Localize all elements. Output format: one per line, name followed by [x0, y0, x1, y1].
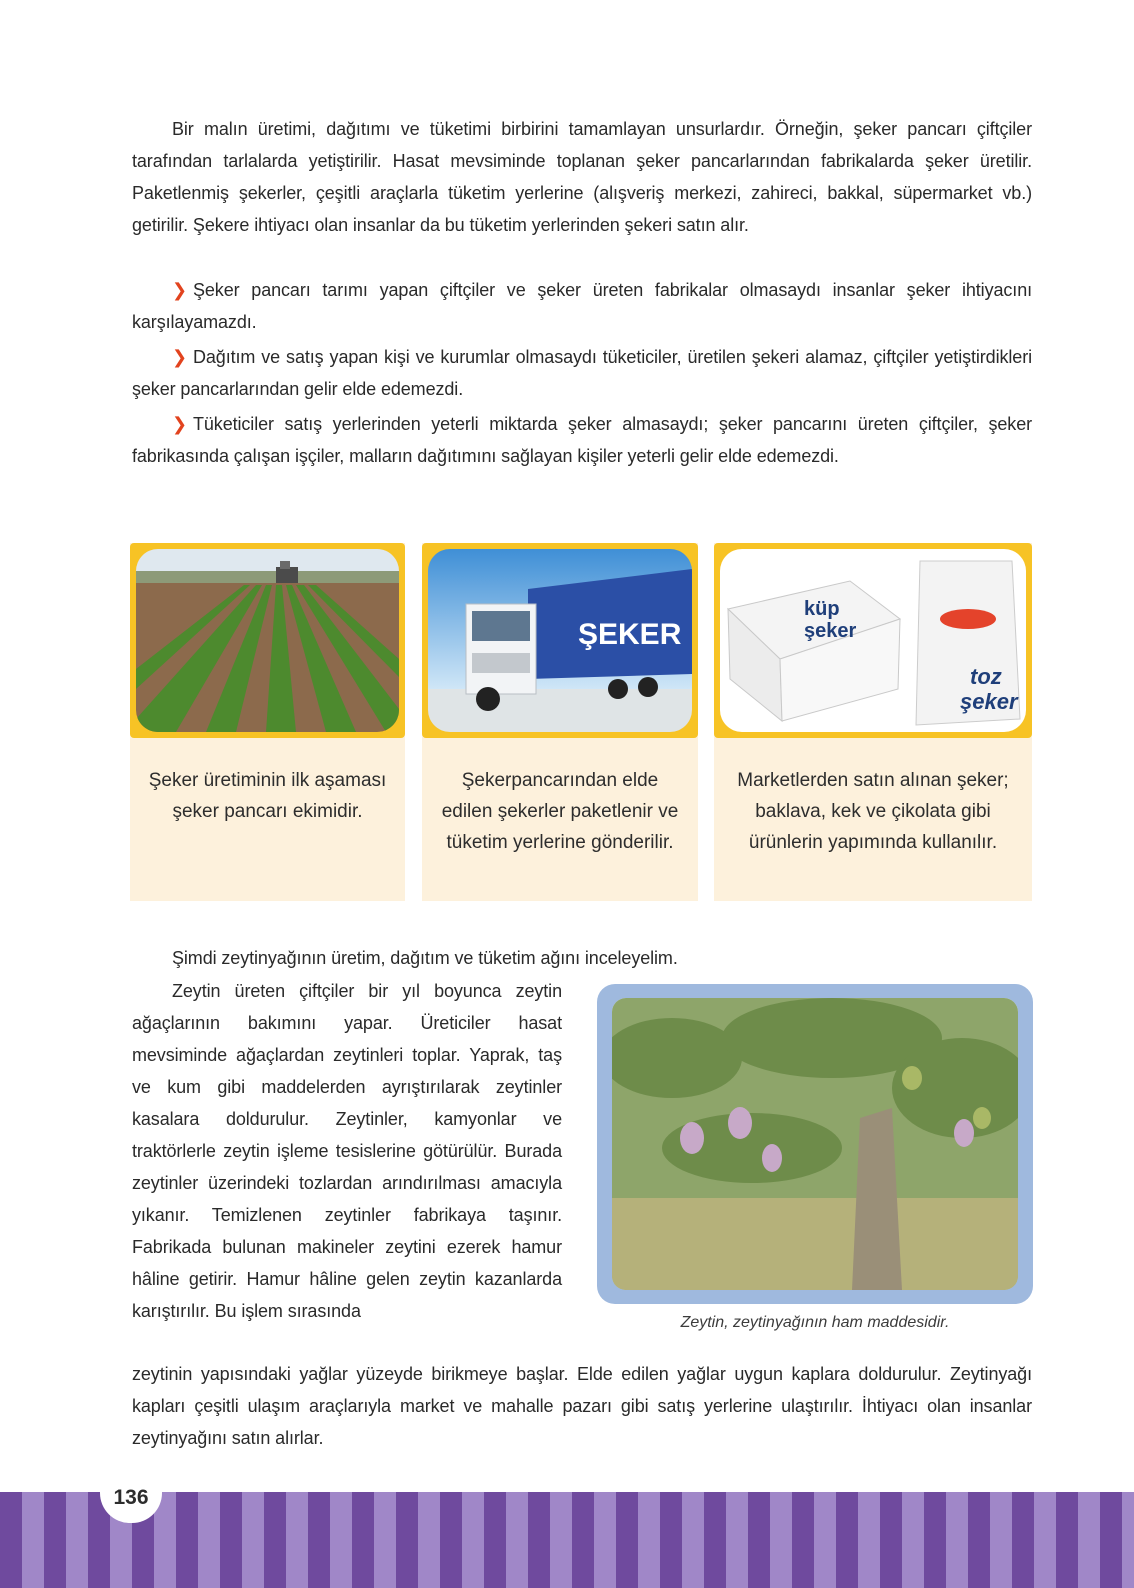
photo-frame [130, 543, 405, 738]
olive-intro: Şimdi zeytinyağının üretim, dağıtım ve tüketim ağını inceleyelim. [172, 948, 678, 968]
box-label-2: şeker [804, 620, 857, 642]
bullet-item [132, 408, 1032, 472]
olive-body-full: zeytinin yapısındaki yağlar yüzeyde birikmeye başlar. Elde edilen yağlar uygun kaplara doldurulur. Zeytinyağı kapları çeşitli ulaşım araçlarıyla market ve mahalle pazarı gibi satış yerlerine ulaştırılır. İhtiyacı olan insanlar zeytinyağını satın alırlar. [132, 1364, 1032, 1448]
figure-caption: Marketlerden satın alınan şeker; baklava, kek ve çikolata gibi ürünlerin yapımında kullanılır. [737, 770, 1009, 853]
photo-frame [714, 543, 1032, 738]
bullet-arrow-icon: ❯ [172, 347, 187, 367]
figure-caption: Şekerpancarından elde edilen şekerler paketlenir ve tüketim yerlerine gönderilir. [441, 770, 679, 853]
figure-caption: Şeker üretiminin ilk aşaması şeker pancarı ekimidir. [148, 770, 387, 822]
footer-stripes [0, 1492, 1134, 1588]
sugar-beet-field-photo [136, 549, 399, 732]
truck-label: ŞEKER [578, 618, 682, 651]
bullet-text: Şeker pancarı tarımı yapan çiftçiler ve şeker üreten fabrikalar olmasaydı insanlar şeker ihtiyacını karşılayamazdı. [132, 280, 1032, 332]
page-number: 136 [113, 1486, 149, 1509]
photo-frame [422, 543, 698, 738]
sugar-products-photo [720, 549, 1026, 732]
bullet-text: Dağıtım ve satış yapan kişi ve kurumlar olmasaydı tüketiciler, üretilen şekeri alamaz, çiftçiler yetiştirdikleri şeker pancarlarından gelir elde edemezdi. [132, 347, 1032, 399]
bullet-arrow-icon: ❯ [172, 414, 187, 434]
bag-label-2: şeker [960, 689, 1018, 714]
olive-photo-frame [597, 984, 1033, 1304]
sugar-truck-photo [428, 549, 692, 732]
bullet-item [132, 341, 1032, 405]
bag-label-1: toz [970, 664, 1002, 689]
olive-body-wrapped: Zeytin üreten çiftçiler bir yıl boyunca zeytin ağaçlarının bakımını yapar. Üreticiler hasat mevsiminde ağaçlardan zeytinleri toplar. Yaprak, taş ve kum gibi maddelerden ayrıştırılarak zeytinler kasalara doldurulur. Zeytinler, kamyonlar ve traktörlerle zeytin işleme tesislerine götürülür. Burada zeytinler üzerindeki tozlardan arındırılması amacıyla yıkanır. Temizlenen zeytinler fabrikaya taşınır. Fabrikada bulunan makineler zeytini ezerek hamur hâline getirir. Hamur hâline gelen zeytin kazanlarda karıştırılır. Bu işlem sırasında [132, 981, 562, 1321]
olive-caption: Zeytin, zeytinyağının ham maddesidir. [680, 1314, 950, 1331]
bullet-arrow-icon: ❯ [172, 280, 187, 300]
figure-card-sugar-products [714, 543, 1032, 901]
box-label-1: küp [804, 598, 840, 620]
olive-tree-photo [612, 998, 1018, 1290]
bullet-item [132, 274, 1032, 338]
bullet-text: Tüketiciler satış yerlerinden yeterli miktarda şeker almasaydı; şeker pancarını üreten çiftçiler, şeker fabrikasında çalışan işçiler, malların dağıtımını sağlayan kişiler yeterli gelir elde edemezdi. [132, 414, 1032, 466]
figure-card-truck [422, 543, 698, 901]
figure-card-field [130, 543, 405, 901]
intro-paragraph: Bir malın üretimi, dağıtımı ve tüketimi birbirini tamamlayan unsurlardır. Örneğin, şeker pancarı çiftçiler tarafından tarlalarda yetiştirilir. Hasat mevsiminde toplanan şeker pancarlarından fabrikalarda şeker üretilir. Paketlenmiş şekerler, çeşitli araçlarla tüketim yerlerine (alışveriş merkezi, zahireci, bakkal, süpermarket vb.) getirilir. Şekere ihtiyacı olan insanlar da bu tüketim yerlerinden şekeri satın alır. [132, 119, 1032, 235]
